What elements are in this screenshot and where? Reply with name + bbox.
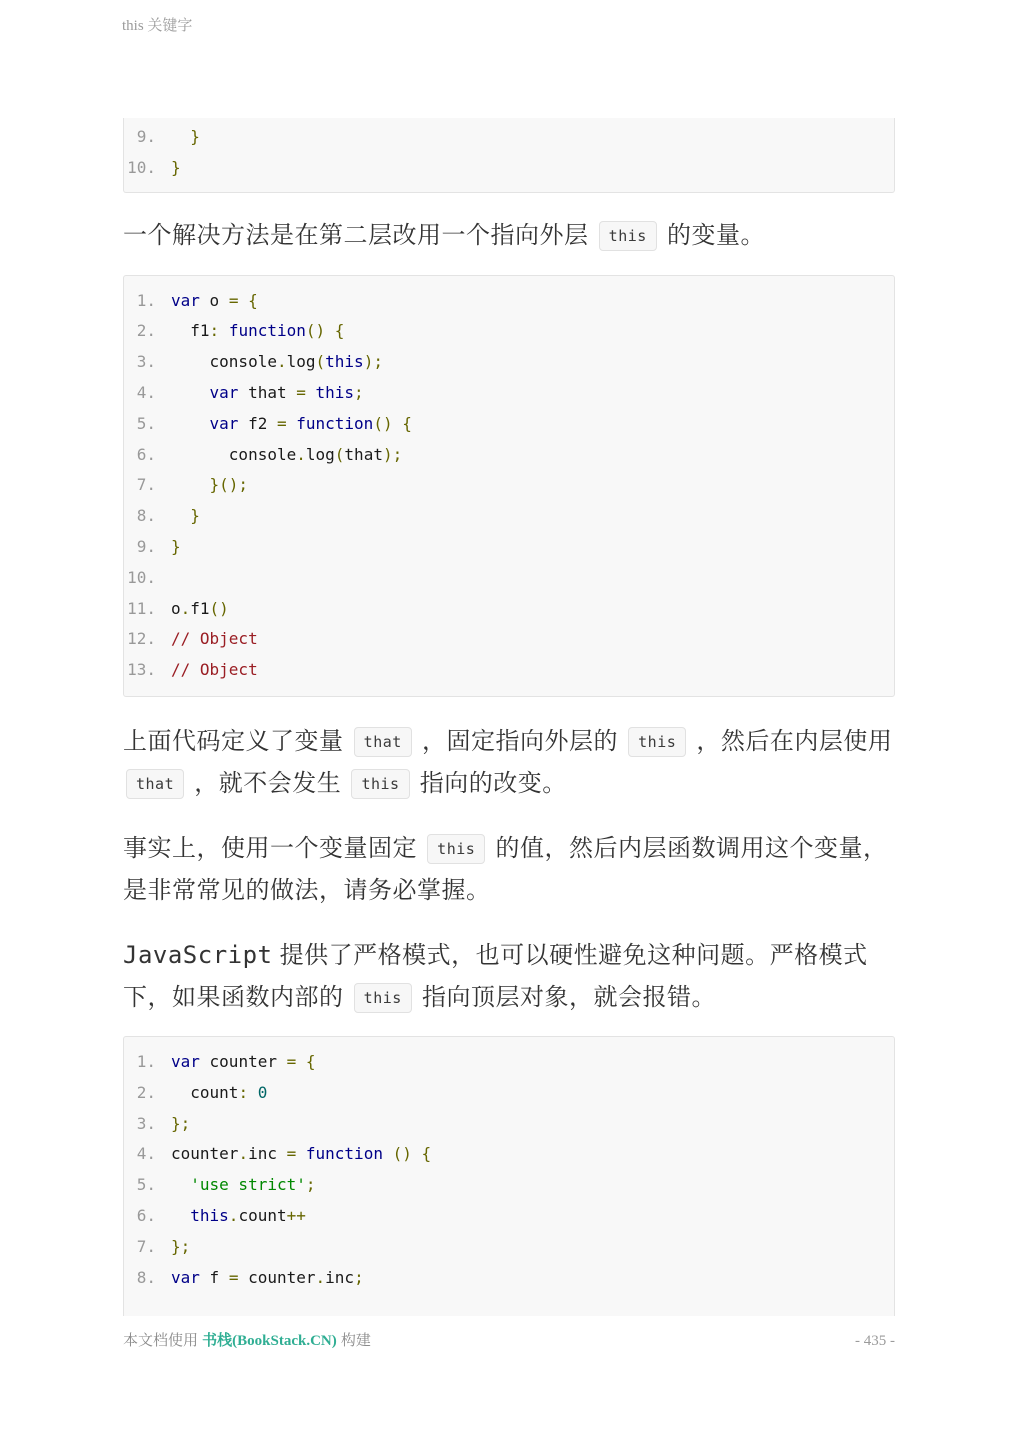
code-line xyxy=(124,501,894,532)
token-keyword: function xyxy=(305,1144,383,1164)
token-keyword: this xyxy=(190,1205,229,1225)
code-block-3 xyxy=(123,1036,895,1316)
token-plain xyxy=(171,414,210,433)
code-line xyxy=(124,655,894,686)
text-span: ，就不会发生 xyxy=(187,769,349,797)
latin-text: JavaScript xyxy=(123,940,273,969)
token-keyword: var xyxy=(171,290,200,310)
token-plain: o xyxy=(171,598,181,618)
code-line xyxy=(124,1232,894,1263)
token-plain xyxy=(219,321,229,340)
line-number: 9. xyxy=(136,127,156,146)
code-text xyxy=(171,532,181,563)
code-line xyxy=(124,1201,894,1232)
token-plain: log xyxy=(286,352,316,372)
code-line xyxy=(124,1047,894,1078)
line-number: 9. xyxy=(136,536,156,556)
line-number: 2. xyxy=(136,1082,156,1102)
token-plain: f1 xyxy=(171,321,210,341)
text-span: 指向的改变。 xyxy=(412,769,567,797)
inline-code: this xyxy=(628,727,686,757)
line-number: 4. xyxy=(136,1144,156,1164)
code-line xyxy=(124,153,894,184)
token-plain: counter xyxy=(199,1051,287,1071)
line-number: 10. xyxy=(127,567,156,587)
token-plain: f1 xyxy=(190,598,210,618)
code-text xyxy=(171,440,402,471)
token-comment: // Object xyxy=(171,629,258,649)
token-punctuation: { xyxy=(334,321,345,341)
line-number: 4. xyxy=(136,382,156,402)
token-plain: console xyxy=(171,444,297,464)
code-text xyxy=(171,1170,316,1201)
paragraph-1 xyxy=(123,215,895,257)
token-plain xyxy=(171,127,190,146)
token-plain: log xyxy=(305,444,335,464)
token-plain: console xyxy=(171,352,277,372)
token-keyword: var xyxy=(171,1051,200,1071)
token-punctuation: { xyxy=(421,1144,432,1164)
paragraph-3 xyxy=(123,828,895,912)
page-header xyxy=(0,0,1019,35)
token-punctuation: () xyxy=(373,413,393,433)
page-footer xyxy=(123,1329,895,1350)
code-text xyxy=(171,1232,190,1263)
code-text xyxy=(171,470,248,501)
code-line xyxy=(124,286,894,317)
token-punctuation: : xyxy=(209,321,220,341)
token-plain: count xyxy=(238,1205,287,1225)
token-plain xyxy=(248,1083,258,1102)
code-line xyxy=(124,316,894,347)
code-text xyxy=(171,409,412,440)
token-punctuation: = xyxy=(286,1144,297,1164)
token-plain: that xyxy=(238,382,297,402)
token-plain xyxy=(171,475,210,494)
code-text xyxy=(171,286,258,317)
code-text xyxy=(171,594,229,625)
token-punctuation: ( xyxy=(334,444,345,464)
footer-suffix: 构建 xyxy=(336,1332,371,1349)
code-text xyxy=(171,1078,267,1109)
token-plain: counter xyxy=(171,1144,239,1164)
token-punctuation: }(); xyxy=(209,475,249,495)
text-span: 的变量。 xyxy=(659,221,765,249)
code-line xyxy=(124,1139,894,1170)
token-string: 'use strict' xyxy=(190,1175,306,1195)
code-text xyxy=(171,347,383,378)
token-plain: inc xyxy=(325,1267,355,1287)
code-line xyxy=(124,563,894,594)
text-span: 一个解决方法是在第二层改用一个指向外层 xyxy=(123,221,596,249)
token-plain xyxy=(383,1144,393,1163)
token-punctuation: = xyxy=(228,1267,239,1287)
paragraph-4 xyxy=(123,934,895,1019)
token-punctuation: ; xyxy=(354,382,364,402)
code-text xyxy=(171,501,200,532)
token-punctuation: () xyxy=(305,321,326,341)
inline-code: this xyxy=(354,983,412,1013)
token-plain xyxy=(296,1144,306,1163)
token-punctuation: { xyxy=(305,1051,316,1071)
token-keyword: function xyxy=(296,413,374,433)
token-plain: o xyxy=(199,290,229,310)
token-plain: inc xyxy=(248,1144,287,1164)
paragraph-2 xyxy=(123,721,895,805)
token-plain xyxy=(238,291,248,310)
token-punctuation: : xyxy=(238,1082,249,1102)
code-text xyxy=(171,122,200,153)
token-punctuation: . xyxy=(228,1205,239,1225)
line-number: 8. xyxy=(136,1267,156,1287)
code-line xyxy=(124,122,894,153)
code-text xyxy=(171,1047,316,1078)
code-text xyxy=(171,378,364,409)
bookstack-brand-link[interactable]: 书栈(BookStack.CN) xyxy=(202,1333,337,1349)
line-number: 12. xyxy=(127,629,156,649)
line-number: 3. xyxy=(136,1113,156,1133)
token-plain xyxy=(171,506,190,525)
token-plain xyxy=(171,383,210,402)
text-span: 提供了严格模式，也可以硬性避免这种问题。严格模式下，如果函数内部的 xyxy=(123,941,868,1011)
token-punctuation: () xyxy=(392,1144,412,1164)
code-line xyxy=(124,1170,894,1201)
token-keyword: function xyxy=(228,321,306,341)
line-number: 6. xyxy=(136,1205,156,1225)
text-span: 事实上，使用一个变量固定 xyxy=(123,834,425,862)
line-number: 1. xyxy=(136,290,156,310)
token-punctuation: () xyxy=(209,598,229,618)
code-block-1 xyxy=(123,118,895,193)
footer-prefix: 本文档使用 xyxy=(123,1332,203,1349)
code-text xyxy=(171,1139,431,1170)
token-plain xyxy=(171,1175,190,1194)
code-line xyxy=(124,440,894,471)
token-punctuation: = xyxy=(228,290,239,310)
token-punctuation: } xyxy=(171,536,181,556)
token-punctuation: . xyxy=(238,1144,249,1164)
line-number: 3. xyxy=(136,352,156,372)
code-block-2 xyxy=(123,275,895,697)
code-text xyxy=(171,624,258,655)
code-text xyxy=(171,1201,306,1232)
token-punctuation: } xyxy=(190,506,200,526)
code-line xyxy=(124,594,894,625)
page-header-title: this 关键字 xyxy=(122,18,193,34)
code-line xyxy=(124,624,894,655)
token-plain: f xyxy=(199,1267,229,1287)
code-line xyxy=(124,1109,894,1140)
token-punctuation: ; xyxy=(305,1175,316,1195)
token-punctuation: { xyxy=(402,413,412,433)
token-plain: f2 xyxy=(238,413,277,433)
page-number: - 435 - xyxy=(855,1333,895,1349)
token-punctuation: . xyxy=(296,444,306,464)
token-punctuation: }; xyxy=(171,1113,191,1133)
token-punctuation: } xyxy=(171,157,181,177)
text-span: ，固定指向外层的 xyxy=(414,727,626,755)
text-span: ，然后在内层使用 xyxy=(689,727,893,755)
token-plain xyxy=(393,414,403,433)
token-plain: count xyxy=(171,1082,239,1102)
code-line xyxy=(124,532,894,563)
token-punctuation: ; xyxy=(354,1267,364,1287)
text-span: 指向顶层对象，就会报错。 xyxy=(414,983,716,1011)
text-span: 的值，然后内层函数调用这个变量，是非常常见的做法，请务必掌握。 xyxy=(123,834,888,904)
code-line xyxy=(124,347,894,378)
line-number: 2. xyxy=(136,321,156,341)
code-line xyxy=(124,470,894,501)
code-line xyxy=(124,409,894,440)
inline-code: this xyxy=(599,221,657,251)
token-keyword: this xyxy=(315,382,355,402)
token-punctuation: } xyxy=(190,127,200,146)
footer-attribution xyxy=(123,1329,371,1350)
token-punctuation: }; xyxy=(171,1236,191,1256)
token-punctuation: = xyxy=(286,1051,297,1071)
token-punctuation: ); xyxy=(382,444,403,464)
token-plain: counter xyxy=(238,1267,316,1287)
token-plain xyxy=(412,1144,422,1163)
inline-code: that xyxy=(354,727,412,757)
line-number: 1. xyxy=(136,1051,156,1071)
line-number: 7. xyxy=(136,1236,156,1256)
code-line xyxy=(124,1263,894,1294)
token-plain xyxy=(306,383,316,402)
line-number: 6. xyxy=(136,444,156,464)
token-keyword: var xyxy=(209,382,239,402)
code-text xyxy=(171,1263,364,1294)
token-punctuation: . xyxy=(180,598,191,618)
token-literal: 0 xyxy=(257,1082,268,1102)
token-plain xyxy=(171,1206,190,1225)
line-number: 8. xyxy=(136,506,156,526)
token-plain xyxy=(296,1052,306,1071)
token-punctuation: = xyxy=(276,413,287,433)
code-text xyxy=(171,153,181,184)
token-keyword: var xyxy=(171,1267,200,1287)
line-number: 7. xyxy=(136,475,156,495)
document-content xyxy=(123,34,895,1316)
code-text xyxy=(171,655,258,686)
token-punctuation: = xyxy=(296,382,306,402)
inline-code: that xyxy=(126,769,184,799)
token-keyword: var xyxy=(209,413,239,433)
line-number: 5. xyxy=(136,413,156,433)
token-punctuation: . xyxy=(276,352,287,372)
token-plain xyxy=(287,414,297,433)
token-plain xyxy=(325,321,335,340)
line-number: 11. xyxy=(127,598,156,618)
token-punctuation: ); xyxy=(363,352,383,372)
token-punctuation: . xyxy=(315,1267,326,1287)
code-line xyxy=(124,1078,894,1109)
token-plain: that xyxy=(344,444,383,464)
line-number: 13. xyxy=(127,660,156,680)
line-number: 10. xyxy=(127,157,156,177)
token-punctuation: ++ xyxy=(286,1205,306,1225)
inline-code: this xyxy=(351,769,409,799)
code-text xyxy=(171,1109,190,1140)
token-keyword: this xyxy=(325,352,364,372)
text-span: 上面代码定义了变量 xyxy=(123,727,351,755)
inline-code: this xyxy=(427,834,485,864)
line-number: 5. xyxy=(136,1175,156,1195)
token-punctuation: { xyxy=(248,290,258,310)
code-text xyxy=(171,316,344,347)
code-line xyxy=(124,378,894,409)
token-comment: // Object xyxy=(171,660,258,680)
token-punctuation: ( xyxy=(315,352,326,372)
